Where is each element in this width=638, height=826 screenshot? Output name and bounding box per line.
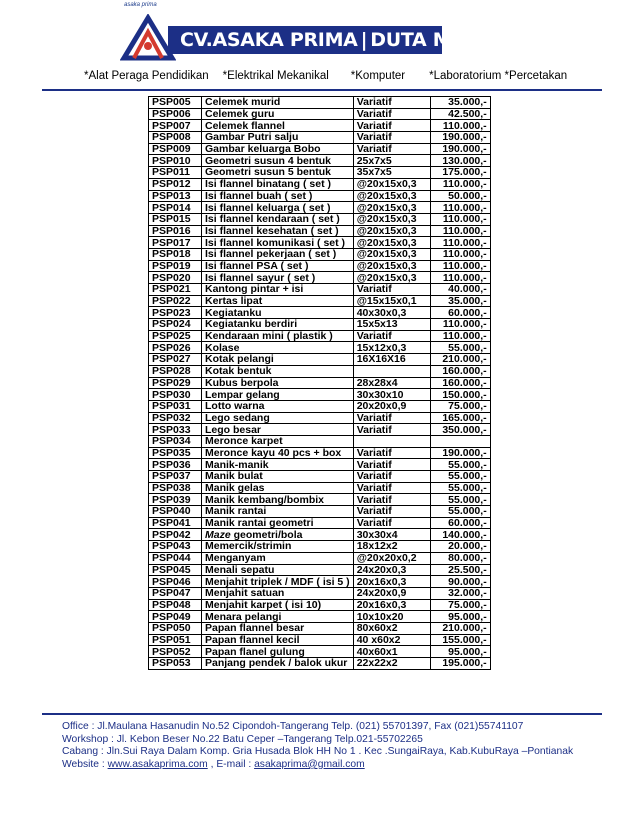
product-size: @15x15x0,1 <box>353 295 430 307</box>
product-price: 160.000,- <box>430 377 490 389</box>
office-address: Office : Jl.Maulana Hasanudin No.52 Cipondoh-Tangerang Telp. (021) 55701397, Fax (021)55741107 <box>62 721 524 732</box>
product-code: PSP044 <box>149 552 202 564</box>
product-size: 16X16X16 <box>353 354 430 366</box>
product-size: 30x30x4 <box>353 529 430 541</box>
table-row <box>149 143 491 155</box>
product-code: PSP031 <box>149 400 202 412</box>
product-size <box>353 435 430 447</box>
product-code: PSP015 <box>149 213 202 225</box>
product-size: 40 x60x2 <box>353 634 430 646</box>
product-size: 24x20x0,3 <box>353 564 430 576</box>
product-size: Variatif <box>353 143 430 155</box>
product-name: Isi flannel PSA ( set ) <box>202 260 354 272</box>
product-name: Isi flannel kesehatan ( set ) <box>202 225 354 237</box>
product-price: 140.000,- <box>430 529 490 541</box>
product-size: @20x15x0,3 <box>353 248 430 260</box>
product-price: 190.000,- <box>430 143 490 155</box>
product-price: 60.000,- <box>430 307 490 319</box>
product-price <box>430 435 490 447</box>
table-row <box>149 225 491 237</box>
table-row <box>149 120 491 132</box>
brand-banner <box>168 26 582 54</box>
footer-divider <box>42 713 602 715</box>
product-code: PSP045 <box>149 564 202 576</box>
product-price: 75.000,- <box>430 400 490 412</box>
product-name: Papan flannel kecil <box>202 634 354 646</box>
product-code: PSP026 <box>149 342 202 354</box>
product-code: PSP012 <box>149 178 202 190</box>
product-code: PSP042 <box>149 529 202 541</box>
product-table <box>148 96 491 670</box>
product-size: 20x20x0,9 <box>353 400 430 412</box>
table-row <box>149 587 491 599</box>
table-row <box>149 248 491 260</box>
product-size: 80x60x2 <box>353 622 430 634</box>
product-size: Variatif <box>353 506 430 518</box>
product-size: Variatif <box>353 517 430 529</box>
product-code: PSP009 <box>149 143 202 155</box>
product-size: @20x15x0,3 <box>353 213 430 225</box>
product-size: 18x12x2 <box>353 541 430 553</box>
website-label: Website : <box>62 758 108 770</box>
product-price: 35.000,- <box>430 97 490 109</box>
branch-address: Cabang : Jln.Sui Raya Dalam Komp. Gria Husada Blok HH No 1 . Kec .SungaiRaya, Kab.KubuRaya –Pontianak <box>62 746 574 758</box>
table-row <box>149 330 491 342</box>
product-name: Kotak bentuk <box>202 365 354 377</box>
product-code: PSP021 <box>149 284 202 296</box>
product-price: 190.000,- <box>430 447 490 459</box>
product-price: 55.000,- <box>430 506 490 518</box>
product-name: Manik bulat <box>202 471 354 483</box>
product-code: PSP016 <box>149 225 202 237</box>
product-size: Variatif <box>353 97 430 109</box>
table-row <box>149 529 491 541</box>
email-label: , E-mail : <box>207 758 255 770</box>
product-price: 25.500,- <box>430 564 490 576</box>
table-row <box>149 213 491 225</box>
table-row <box>149 552 491 564</box>
table-row <box>149 97 491 109</box>
product-code: PSP027 <box>149 354 202 366</box>
product-size: @20x20x0,2 <box>353 552 430 564</box>
product-size: 24x20x0,9 <box>353 587 430 599</box>
brand-right: DUTA MEDIA GROUP <box>370 29 582 51</box>
product-size: 15x5x13 <box>353 319 430 331</box>
product-name: Isi flannel keluarga ( set ) <box>202 202 354 214</box>
table-row <box>149 202 491 214</box>
product-price: 55.000,- <box>430 459 490 471</box>
product-size: 25x7x5 <box>353 155 430 167</box>
table-row <box>149 658 491 670</box>
product-name: Meronce kayu 40 pcs + box <box>202 447 354 459</box>
product-name: Meronce karpet <box>202 435 354 447</box>
product-size <box>353 365 430 377</box>
product-name: Manik gelas <box>202 482 354 494</box>
product-code: PSP017 <box>149 237 202 249</box>
product-size: Variatif <box>353 447 430 459</box>
product-name: Lempar gelang <box>202 389 354 401</box>
letterhead <box>0 0 638 70</box>
product-name: Panjang pendek / balok ukur <box>202 658 354 670</box>
table-row <box>149 155 491 167</box>
product-size: @20x15x0,3 <box>353 190 430 202</box>
product-code: PSP048 <box>149 599 202 611</box>
product-code: PSP013 <box>149 190 202 202</box>
product-name: Isi flannel sayur ( set ) <box>202 272 354 284</box>
product-size: Variatif <box>353 424 430 436</box>
table-row <box>149 365 491 377</box>
table-row <box>149 319 491 331</box>
product-code: PSP008 <box>149 132 202 144</box>
product-name: Kotak pelangi <box>202 354 354 366</box>
product-size: Variatif <box>353 412 430 424</box>
product-name: Gambar keluarga Bobo <box>202 143 354 155</box>
table-row <box>149 459 491 471</box>
table-row <box>149 167 491 179</box>
table-row <box>149 237 491 249</box>
product-name: Manik rantai geometri <box>202 517 354 529</box>
product-code: PSP040 <box>149 506 202 518</box>
product-price: 195.000,- <box>430 658 490 670</box>
product-price: 155.000,- <box>430 634 490 646</box>
product-code: PSP032 <box>149 412 202 424</box>
table-row <box>149 576 491 588</box>
product-price: 35.000,- <box>430 295 490 307</box>
product-price: 110.000,- <box>430 272 490 284</box>
table-row <box>149 354 491 366</box>
table-row <box>149 599 491 611</box>
product-code: PSP035 <box>149 447 202 459</box>
product-code: PSP014 <box>149 202 202 214</box>
product-name: Kegiatanku berdiri <box>202 319 354 331</box>
table-row <box>149 132 491 144</box>
product-price: 55.000,- <box>430 471 490 483</box>
product-price: 55.000,- <box>430 494 490 506</box>
product-price: 90.000,- <box>430 576 490 588</box>
product-name: Menganyam <box>202 552 354 564</box>
product-size: Variatif <box>353 284 430 296</box>
product-name: Kolase <box>202 342 354 354</box>
logo-tagline: asaka prima <box>124 2 157 8</box>
product-size: Variatif <box>353 471 430 483</box>
product-code: PSP007 <box>149 120 202 132</box>
product-price: 95.000,- <box>430 646 490 658</box>
table-row <box>149 412 491 424</box>
product-size: Variatif <box>353 120 430 132</box>
product-name: Isi flannel buah ( set ) <box>202 190 354 202</box>
table-row <box>149 295 491 307</box>
product-price: 80.000,- <box>430 552 490 564</box>
product-size: 22x22x2 <box>353 658 430 670</box>
table-row <box>149 494 491 506</box>
product-code: PSP043 <box>149 541 202 553</box>
table-row <box>149 622 491 634</box>
product-price: 210.000,- <box>430 622 490 634</box>
product-size: Variatif <box>353 459 430 471</box>
footer-contact <box>62 721 573 771</box>
product-price: 130.000,- <box>430 155 490 167</box>
product-name-text: geometri/bola <box>230 528 303 541</box>
product-name <box>202 529 354 541</box>
brand-left: CV.ASAKA PRIMA <box>180 29 358 51</box>
product-price: 42.500,- <box>430 108 490 120</box>
product-size: 40x60x1 <box>353 646 430 658</box>
table-row <box>149 517 491 529</box>
product-code: PSP047 <box>149 587 202 599</box>
product-size: @20x15x0,3 <box>353 272 430 284</box>
product-price: 160.000,- <box>430 365 490 377</box>
product-name: Geometri susun 5 bentuk <box>202 167 354 179</box>
product-code: PSP011 <box>149 167 202 179</box>
product-size: 30x30x10 <box>353 389 430 401</box>
table-row <box>149 272 491 284</box>
product-price: 110.000,- <box>430 248 490 260</box>
table-row <box>149 634 491 646</box>
product-size: @20x15x0,3 <box>353 260 430 272</box>
product-price: 40.000,- <box>430 284 490 296</box>
product-price: 110.000,- <box>430 120 490 132</box>
product-name: Celemek flannel <box>202 120 354 132</box>
product-name: Lego sedang <box>202 412 354 424</box>
product-size: 20x16x0,3 <box>353 576 430 588</box>
product-name: Isi flannel kendaraan ( set ) <box>202 213 354 225</box>
product-code: PSP020 <box>149 272 202 284</box>
header-divider <box>42 89 602 91</box>
email-link[interactable]: asakaprima@gmail.com <box>254 758 365 770</box>
product-code: PSP037 <box>149 471 202 483</box>
product-name: Isi flannel binatang ( set ) <box>202 178 354 190</box>
product-price: 110.000,- <box>430 237 490 249</box>
product-size: 40x30x0,3 <box>353 307 430 319</box>
table-row <box>149 389 491 401</box>
product-price: 210.000,- <box>430 354 490 366</box>
product-code: PSP051 <box>149 634 202 646</box>
brand-separator: | <box>360 29 368 51</box>
table-row <box>149 435 491 447</box>
table-row <box>149 342 491 354</box>
category-list <box>84 70 584 82</box>
product-price: 20.000,- <box>430 541 490 553</box>
product-table-body <box>149 97 491 670</box>
product-price: 55.000,- <box>430 342 490 354</box>
product-code: PSP030 <box>149 389 202 401</box>
product-name: Menjahit satuan <box>202 587 354 599</box>
product-size: Variatif <box>353 494 430 506</box>
table-row <box>149 108 491 120</box>
product-price: 75.000,- <box>430 599 490 611</box>
table-row <box>149 482 491 494</box>
table-row <box>149 400 491 412</box>
product-price: 110.000,- <box>430 260 490 272</box>
product-code: PSP049 <box>149 611 202 623</box>
product-name: Celemek murid <box>202 97 354 109</box>
product-code: PSP029 <box>149 377 202 389</box>
category-item: *Laboratorium *Percetakan <box>429 70 568 82</box>
product-size: Variatif <box>353 482 430 494</box>
product-code: PSP041 <box>149 517 202 529</box>
product-code: PSP039 <box>149 494 202 506</box>
table-row <box>149 190 491 202</box>
product-code: PSP036 <box>149 459 202 471</box>
product-code: PSP053 <box>149 658 202 670</box>
product-name: Menjahit triplek / MDF ( isi 5 ) <box>202 576 354 588</box>
product-size: @20x15x0,3 <box>353 225 430 237</box>
table-row <box>149 260 491 272</box>
product-price: 190.000,- <box>430 132 490 144</box>
product-name: Manik kembang/bombix <box>202 494 354 506</box>
product-price: 60.000,- <box>430 517 490 529</box>
workshop-address: Workshop : Jl. Kebon Beser No.22 Batu Ceper –Tangerang Telp.021-55702265 <box>62 733 423 745</box>
product-code: PSP005 <box>149 97 202 109</box>
table-row <box>149 506 491 518</box>
product-name: Isi flannel pekerjaan ( set ) <box>202 248 354 260</box>
product-code: PSP050 <box>149 622 202 634</box>
product-price: 50.000,- <box>430 190 490 202</box>
product-size: Variatif <box>353 330 430 342</box>
product-name: Isi flannel komunikasi ( set ) <box>202 237 354 249</box>
product-name: Kegiatanku <box>202 307 354 319</box>
table-row <box>149 307 491 319</box>
product-code: PSP038 <box>149 482 202 494</box>
product-code: PSP028 <box>149 365 202 377</box>
product-size: @20x15x0,3 <box>353 178 430 190</box>
product-name: Kendaraan mini ( plastik ) <box>202 330 354 342</box>
product-name-emphasis: Maze <box>205 528 231 541</box>
table-row <box>149 424 491 436</box>
table-row <box>149 471 491 483</box>
product-code: PSP019 <box>149 260 202 272</box>
table-row <box>149 564 491 576</box>
product-price: 150.000,- <box>430 389 490 401</box>
product-price: 110.000,- <box>430 225 490 237</box>
table-row <box>149 447 491 459</box>
product-name: Celemek guru <box>202 108 354 120</box>
product-code: PSP046 <box>149 576 202 588</box>
product-name: Geometri susun 4 bentuk <box>202 155 354 167</box>
category-item: *Elektrikal Mekanikal <box>222 70 329 82</box>
product-size: 20x16x0,3 <box>353 599 430 611</box>
product-code: PSP023 <box>149 307 202 319</box>
table-row <box>149 541 491 553</box>
product-price: 175.000,- <box>430 167 490 179</box>
product-name: Papan flannel besar <box>202 622 354 634</box>
contact-line <box>62 759 573 772</box>
product-price: 110.000,- <box>430 178 490 190</box>
product-name: Memercik/strimin <box>202 541 354 553</box>
product-size: 10x10x20 <box>353 611 430 623</box>
product-name: Lotto warna <box>202 400 354 412</box>
category-item: *Komputer <box>350 70 406 82</box>
table-row <box>149 611 491 623</box>
product-size: Variatif <box>353 108 430 120</box>
product-price: 95.000,- <box>430 611 490 623</box>
product-price: 110.000,- <box>430 202 490 214</box>
product-price: 55.000,- <box>430 482 490 494</box>
product-price: 32.000,- <box>430 587 490 599</box>
product-size: 15x12x0,3 <box>353 342 430 354</box>
product-code: PSP006 <box>149 108 202 120</box>
table-row <box>149 284 491 296</box>
product-name: Menara pelangi <box>202 611 354 623</box>
product-code: PSP010 <box>149 155 202 167</box>
product-code: PSP034 <box>149 435 202 447</box>
table-row <box>149 178 491 190</box>
product-name: Manik rantai <box>202 506 354 518</box>
product-price: 110.000,- <box>430 213 490 225</box>
product-name: Manik-manik <box>202 459 354 471</box>
product-size: 28x28x4 <box>353 377 430 389</box>
table-row <box>149 646 491 658</box>
product-code: PSP052 <box>149 646 202 658</box>
category-item: *Alat Peraga Pendidikan <box>84 70 209 82</box>
product-name: Gambar Putri salju <box>202 132 354 144</box>
product-code: PSP018 <box>149 248 202 260</box>
product-code: PSP025 <box>149 330 202 342</box>
product-size: 35x7x5 <box>353 167 430 179</box>
product-name: Lego besar <box>202 424 354 436</box>
product-size: @20x15x0,3 <box>353 237 430 249</box>
product-name: Kantong pintar + isi <box>202 284 354 296</box>
product-name: Menali sepatu <box>202 564 354 576</box>
product-size: Variatif <box>353 132 430 144</box>
product-name: Kertas lipat <box>202 295 354 307</box>
product-price: 165.000,- <box>430 412 490 424</box>
product-price: 350.000,- <box>430 424 490 436</box>
product-price: 110.000,- <box>430 330 490 342</box>
product-price: 110.000,- <box>430 319 490 331</box>
product-code: PSP024 <box>149 319 202 331</box>
website-link[interactable]: www.asakaprima.com <box>107 758 208 770</box>
product-name: Papan flanel gulung <box>202 646 354 658</box>
product-name: Menjahit karpet ( isi 10) <box>202 599 354 611</box>
product-code: PSP022 <box>149 295 202 307</box>
table-row <box>149 377 491 389</box>
product-name: Kubus berpola <box>202 377 354 389</box>
product-size: @20x15x0,3 <box>353 202 430 214</box>
product-code: PSP033 <box>149 424 202 436</box>
